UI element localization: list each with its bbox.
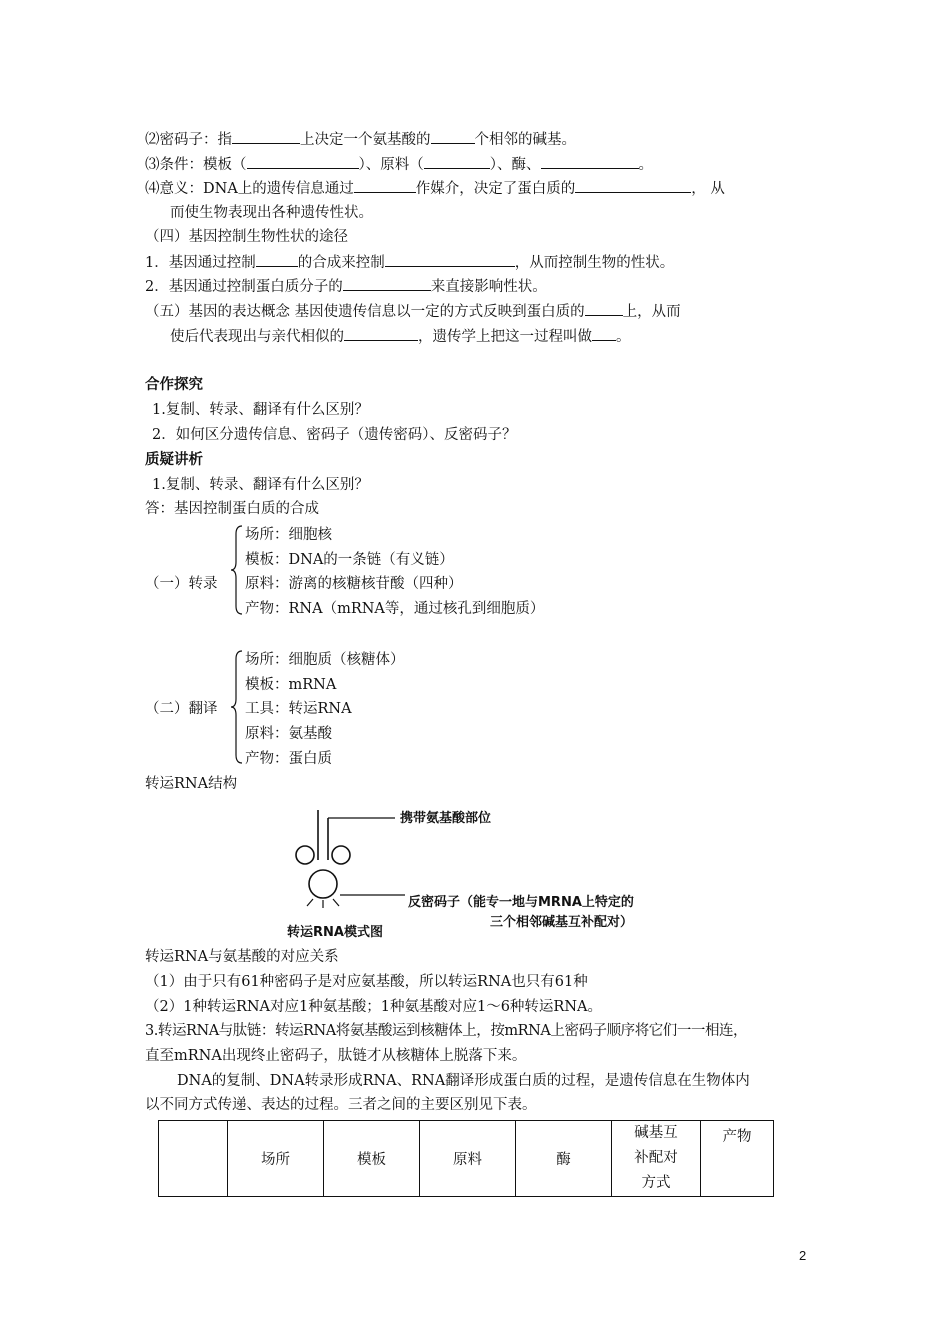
expression-line-1: （五）基因的表达概念 基因使遗传信息以一定的方式反映到蛋白质的 上，从而: [145, 301, 681, 322]
comparison-table: [158, 1120, 774, 1197]
translation-item: 工具：转运RNA: [245, 701, 352, 717]
coop-title: 合作探究: [145, 376, 203, 393]
trna-anticodon-label-cont: 三个相邻碱基互补配对）: [490, 915, 634, 930]
fill-blank[interactable]: [247, 154, 359, 169]
fill-blank[interactable]: [431, 129, 475, 144]
significance-line: ⑷意义：DNA上的遗传信息通过 作媒介，决定了蛋白质的 ， 从: [145, 178, 725, 199]
trna-heading: 转运RNA结构: [145, 776, 238, 792]
trna-anticodon-label: 反密码子（能专一地与MRNA上特定的: [408, 895, 634, 910]
transcription-item: 原料：游离的核糖核苷酸（四种）: [245, 576, 463, 592]
qa-answer: 答：基因控制蛋白质的合成: [145, 501, 319, 517]
table-header-cell-pairing: [612, 1121, 701, 1197]
translation-item: 产物：蛋白质: [245, 751, 332, 767]
coop-question-1: 1.复制、转录、翻译有什么区别？: [152, 402, 369, 418]
translation-brace-icon: [230, 649, 244, 765]
pairing-line: 补配对: [634, 1150, 678, 1166]
relation-point-3: 3.转运RNA与肽链：转运RNA将氨基酸运到核糖体上，按mRNA上密码子顺序将它们一一相连，: [145, 1023, 748, 1039]
codon-line: ⑵密码子：指 上决定一个氨基酸的 个相邻的碱基。: [145, 129, 576, 150]
page-number: 2: [799, 1248, 807, 1263]
relation-point-3-cont: 直至mRNA出现终止密码子，肽链才从核糖体上脱落下来。: [145, 1048, 527, 1064]
fill-blank[interactable]: [585, 301, 623, 316]
conditions-line: ⑶条件：模板（ ）、原料（ ）、酶、 。: [145, 154, 653, 175]
fill-blank[interactable]: [424, 154, 490, 169]
expression-line-2: 使后代表现出与亲代相似的 ，遗传学上把这一过程叫做 。: [170, 326, 631, 347]
section-4-title: （四）基因控制生物性状的途径: [145, 229, 348, 245]
fill-blank[interactable]: [592, 326, 616, 341]
coop-question-2: 2．如何区分遗传信息、密码子（遗传密码）、反密码子？: [152, 427, 517, 443]
fill-blank[interactable]: [256, 252, 298, 267]
fill-blank[interactable]: [354, 178, 416, 193]
fill-blank[interactable]: [575, 178, 691, 193]
relation-point-2: （2）1种转运RNA对应1种氨基酸；1种氨基酸对应1～6种转运RNA。: [145, 999, 603, 1015]
table-header-row: [159, 1121, 774, 1197]
fill-blank[interactable]: [541, 154, 639, 169]
transcription-item: 产物：RNA（mRNA等，通过核孔到细胞质）: [245, 601, 545, 617]
table-header-cell: 产物: [701, 1121, 774, 1197]
table-header-cell: [159, 1121, 228, 1197]
gene-control-line-1: 1．基因通过控制 的合成来控制 ，从而控制生物的性状。: [145, 252, 674, 273]
trna-diagram-caption: 转运RNA模式图: [287, 925, 383, 940]
fill-blank[interactable]: [232, 129, 300, 144]
qa-title: 质疑讲析: [145, 451, 203, 468]
transcription-label: （一）转录: [145, 576, 218, 592]
table-header-cell: 原料: [420, 1121, 516, 1197]
table-header-cell: 模板: [324, 1121, 420, 1197]
trna-amino-acid-site-label: 携带氨基酸部位: [400, 811, 492, 826]
relation-heading: 转运RNA与氨基酸的对应关系: [145, 949, 339, 965]
table-header-cell: 酶: [516, 1121, 612, 1197]
transcription-item: 模板：DNA的一条链（有义链）: [245, 552, 454, 568]
fill-blank[interactable]: [343, 276, 431, 291]
translation-item: 原料：氨基酸: [245, 726, 332, 742]
fill-blank[interactable]: [344, 326, 418, 341]
transcription-item: 场所：细胞核: [245, 527, 332, 543]
pairing-line: 碱基互: [634, 1125, 678, 1141]
significance-line-cont: 而使生物表现出各种遗传性状。: [170, 205, 373, 221]
translation-label: （二）翻译: [145, 701, 218, 717]
relation-point-1: （1）由于只有61种密码子是对应氨基酸，所以转运RNA也只有61种: [145, 974, 588, 990]
translation-item: 模板：mRNA: [245, 677, 337, 693]
summary-paragraph-cont: 以不同方式传递、表达的过程。三者之间的主要区别见下表。: [145, 1097, 537, 1113]
trna-structure-diagram: [285, 800, 415, 920]
table-header-cell: 场所: [228, 1121, 324, 1197]
transcription-brace-icon: [230, 524, 244, 616]
translation-item: 场所：细胞质（核糖体）: [245, 652, 405, 668]
pairing-line: 方式: [641, 1175, 671, 1191]
summary-paragraph: DNA的复制、DNA转录形成RNA、RNA翻译形成蛋白质的过程，是遗传信息在生物体内: [177, 1073, 750, 1089]
qa-question-1: 1.复制、转录、翻译有什么区别？: [152, 477, 369, 493]
fill-blank[interactable]: [385, 252, 515, 267]
gene-control-line-2: 2．基因通过控制蛋白质分子的 来直接影响性状。: [145, 276, 547, 297]
